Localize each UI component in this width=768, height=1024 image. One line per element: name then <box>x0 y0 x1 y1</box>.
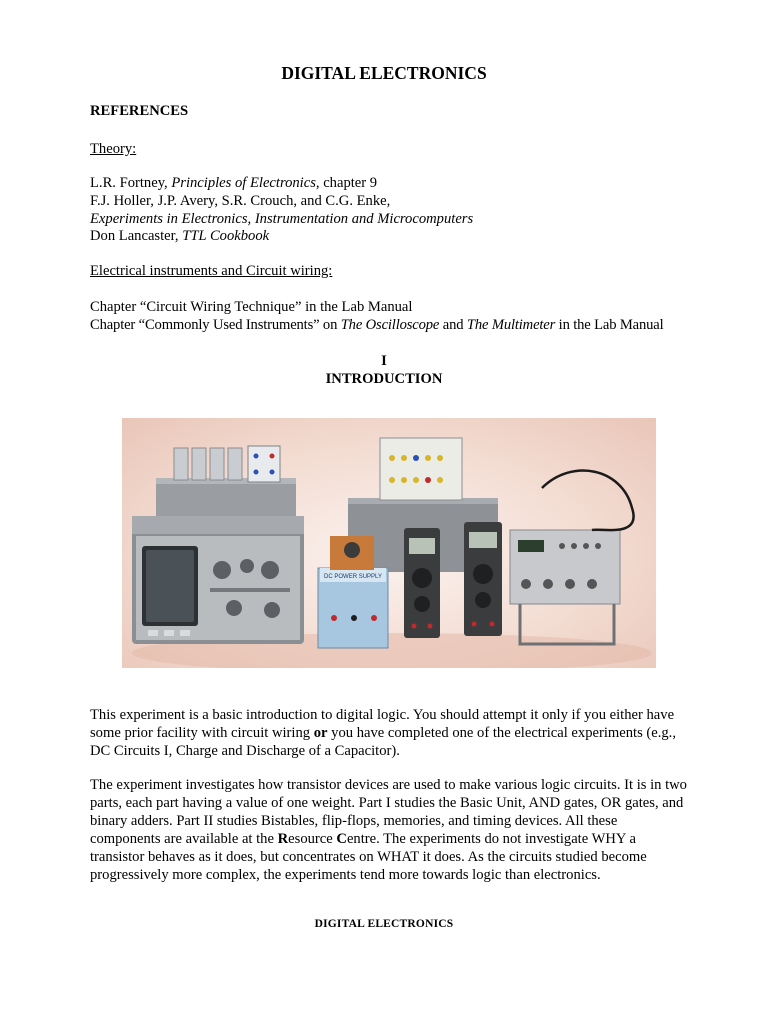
page-footer: DIGITAL ELECTRONICS <box>314 918 454 930</box>
paragraph-text: The experiment investigates how transistor devices are used to make various logic circuits. It is in two parts, each part having a value of one weight. Part I studies the Basic Unit, AND gates, OR gates, and binary adders. Part II studies Bistables, flip-flops, memories, and timing devices. All these components are available at the <box>90 777 687 847</box>
reference-lancaster <box>90 227 269 245</box>
instrument-reference-wiring: Chapter “Circuit Wiring Technique” in the Lab Manual <box>90 299 413 315</box>
reference-book-title: TTL Cookbook <box>182 228 270 244</box>
intro-paragraph-2 <box>90 776 690 884</box>
document-title: DIGITAL ELECTRONICS <box>281 63 487 83</box>
reference-text: Chapter “Commonly Used Instruments” on <box>90 317 341 333</box>
multimeter-image-1 <box>404 528 440 638</box>
instruments-heading: Electrical instruments and Circuit wiring: <box>90 263 333 279</box>
function-generator-image <box>510 471 634 644</box>
reference-author: Don Lancaster, <box>90 228 183 244</box>
emphasis-text: R <box>277 831 289 847</box>
power-supply-label: DC POWER SUPPLY <box>324 574 382 580</box>
circuit-modules-image <box>156 446 296 516</box>
equipment-photo <box>122 418 656 668</box>
reference-text: in the Lab Manual <box>555 317 664 333</box>
reference-holler: F.J. Holler, J.P. Avery, S.R. Crouch, and C.G. Enke, <box>90 193 391 209</box>
reference-book-title: The Multimeter <box>466 317 556 333</box>
theory-heading: Theory: <box>90 141 137 157</box>
reference-chapter: , chapter 9 <box>315 175 378 191</box>
reference-holler-title <box>90 210 473 228</box>
reference-book-title: Principles of Electronics <box>171 175 316 191</box>
reference-text: and <box>439 317 467 333</box>
section-title: INTRODUCTION <box>325 371 443 387</box>
intro-paragraph-1 <box>90 706 690 760</box>
section-number: I <box>381 353 387 369</box>
instrument-reference-instruments <box>90 316 664 334</box>
reference-book-title: Experiments in Electronics, Instrumentation and Microcomputers <box>90 211 474 227</box>
oscilloscope-image <box>132 516 304 644</box>
references-heading: REFERENCES <box>90 103 189 119</box>
paragraph-text: you have completed one of the electrical experiments (e.g., DC Circuits I, Charge and Discharge of a Capacitor). <box>90 725 676 759</box>
emphasis-text: or <box>313 725 328 741</box>
paragraph-text: entre. The experiments do not investigate WHY a transistor behaves as it does, but concentrates on WHAT it does. As the circuits studied become progressively more complex, the experiments tend more towards logic than electronics. <box>90 831 647 883</box>
paragraph-text: esource <box>288 831 337 847</box>
reference-author: L.R. Fortney, <box>90 175 172 191</box>
paragraph-text: This experiment is a basic introduction to digital logic. You should attempt it only if you either have some prior facility with circuit wiring <box>90 707 675 741</box>
reference-fortney <box>90 174 377 192</box>
multimeter-image-2 <box>464 522 502 636</box>
reference-book-title: The Oscilloscope <box>340 317 440 333</box>
emphasis-text: C <box>336 831 347 847</box>
